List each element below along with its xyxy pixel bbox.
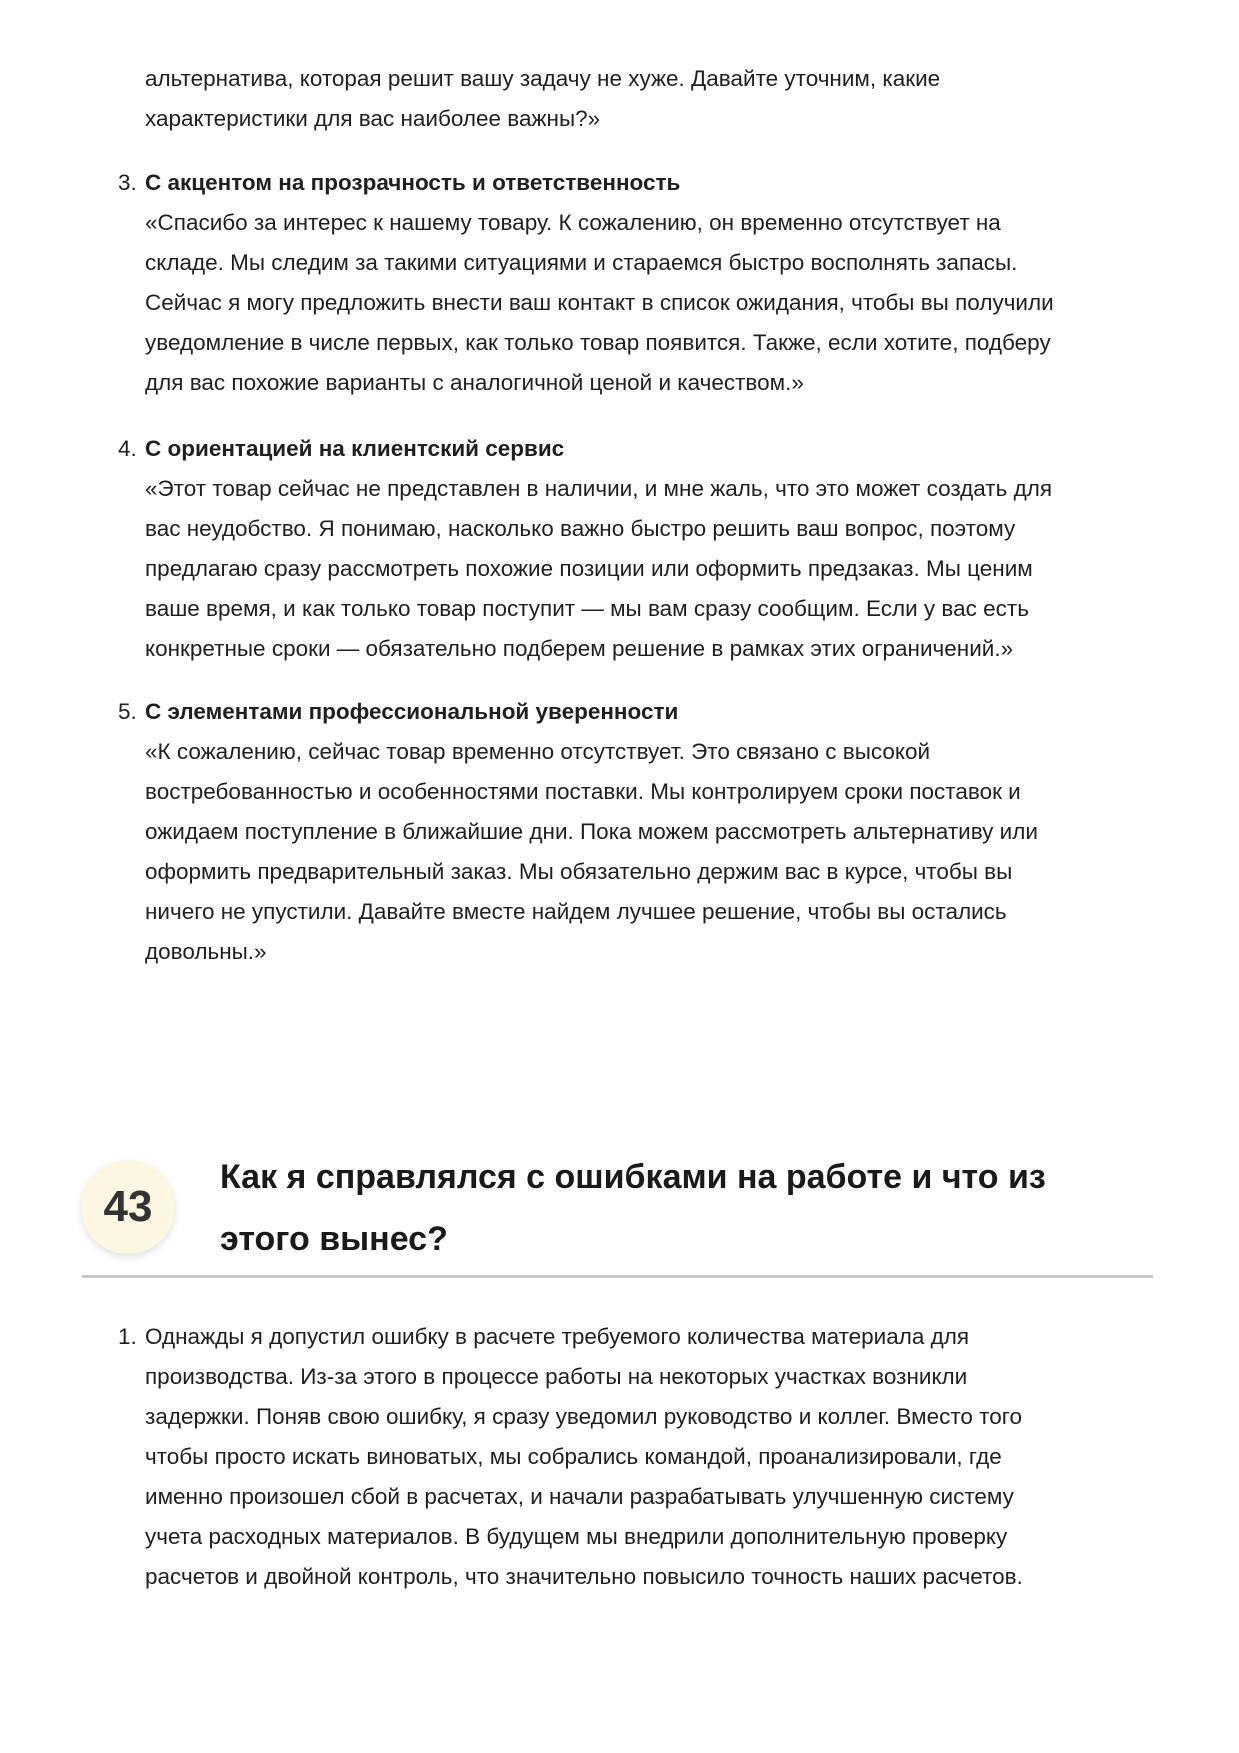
text-line: чтобы просто искать виноватых, мы собрались командой, проанализировали, где — [145, 1444, 1002, 1469]
text-line: задержки. Поняв свою ошибку, я сразу уведомил руководство и коллег. Вместо того — [145, 1404, 1022, 1429]
text-line: оформить предварительный заказ. Мы обязательно держим вас в курсе, чтобы вы — [145, 859, 1013, 884]
text-line: вас неудобство. Я понимаю, насколько важно быстро решить ваш вопрос, поэтому — [145, 516, 1016, 541]
section-heading — [220, 1146, 1046, 1270]
list-item-3 — [118, 163, 1054, 403]
list-number: 5. — [118, 699, 137, 724]
section-number-badge: 43 — [81, 1160, 175, 1254]
heading-line: этого вынес? — [220, 1220, 448, 1258]
text-line: уведомление в числе первых, как только товар появится. Также, если хотите, подберу — [145, 330, 1051, 355]
text-line: расчетов и двойной контроль, что значительно повысило точность наших расчетов. — [145, 1564, 1023, 1589]
text-line: «Этот товар сейчас не представлен в наличии, и мне жаль, что это может создать для — [145, 476, 1053, 501]
text-line: учета расходных материалов. В будущем мы внедрили дополнительную проверку — [145, 1524, 1008, 1549]
text-line: конкретные сроки — обязательно подберем решение в рамках этих ограничений.» — [145, 636, 1014, 661]
text-line: ничего не упустили. Давайте вместе найдем лучшее решение, чтобы вы остались — [145, 899, 1007, 924]
list-item-4 — [118, 429, 1053, 669]
list-number: 4. — [118, 436, 137, 461]
section-list-item-1 — [118, 1317, 1023, 1597]
text-line: «Спасибо за интерес к нашему товару. К сожалению, он временно отсутствует на — [145, 210, 1001, 235]
text-line: именно произошел сбой в расчетах, и начали разрабатывать улучшенную систему — [145, 1484, 1014, 1509]
list-item-5 — [118, 692, 1038, 972]
text-line: предлагаю сразу рассмотреть похожие позиции или оформить предзаказ. Мы ценим — [145, 556, 1033, 581]
item-title: С акцентом на прозрачность и ответственность — [145, 170, 681, 195]
list-number: 1. — [118, 1324, 137, 1349]
text-line: «К сожалению, сейчас товар временно отсутствует. Это связано с высокой — [145, 739, 931, 764]
text-line: альтернатива, которая решит вашу задачу не хуже. Давайте уточним, какие — [145, 66, 941, 91]
text-line: складе. Мы следим за такими ситуациями и стараемся быстро восполнять запасы. — [145, 250, 1018, 275]
text-line: характеристики для вас наиболее важны?» — [145, 106, 601, 131]
continuation-paragraph — [145, 59, 940, 139]
text-line: Сейчас я могу предложить внести ваш контакт в список ожидания, чтобы вы получили — [145, 290, 1054, 315]
text-line: ожидаем поступление в ближайшие дни. Пока можем рассмотреть альтернативу или — [145, 819, 1038, 844]
item-title: С элементами профессиональной уверенности — [145, 699, 679, 724]
section-divider — [82, 1275, 1153, 1278]
text-line: востребованностью и особенностями поставки. Мы контролируем сроки поставок и — [145, 779, 1021, 804]
text-line: ваше время, и как только товар поступит — мы вам сразу сообщим. Если у вас есть — [145, 596, 1029, 621]
text-line: для вас похожие варианты с аналогичной ценой и качеством.» — [145, 370, 804, 395]
text-line: довольны.» — [145, 939, 267, 964]
heading-line: Как я справлялся с ошибками на работе и что из — [220, 1158, 1046, 1196]
text-line: Однажды я допустил ошибку в расчете требуемого количества материала для — [145, 1324, 970, 1349]
list-number: 3. — [118, 170, 137, 195]
item-title: С ориентацией на клиентский сервис — [145, 436, 565, 461]
text-line: производства. Из-за этого в процессе работы на некоторых участках возникли — [145, 1364, 968, 1389]
